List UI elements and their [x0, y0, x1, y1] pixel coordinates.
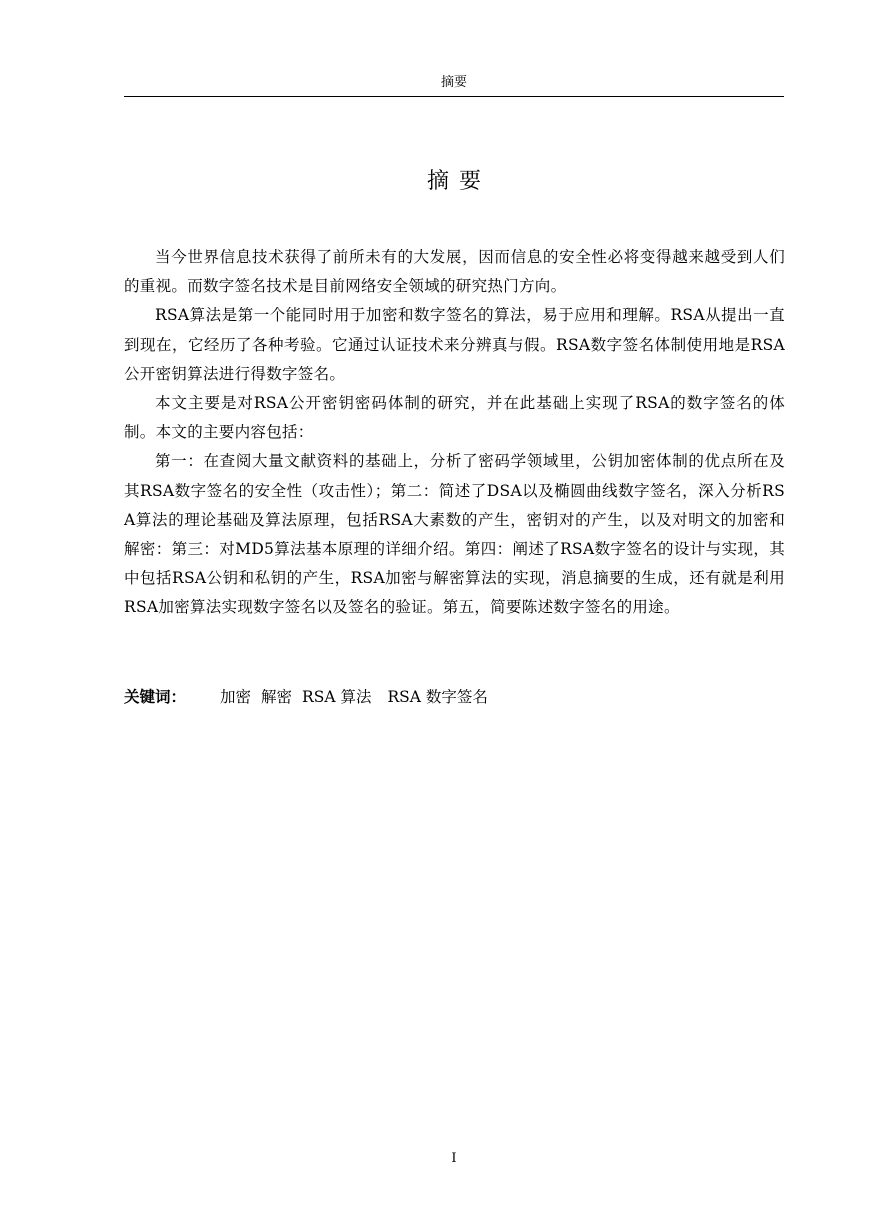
keywords-line	[124, 683, 498, 711]
running-header: 摘要	[440, 75, 467, 90]
paragraph-1: 当今世界信息技术获得了前所未有的大发展，因而信息的安全性必将变得越来越受到人们的重视。而数字签名技术是目前网络安全领域的研究热门方向。	[124, 248, 785, 296]
keyword-item: RSA 算法	[302, 688, 372, 706]
keyword-item: RSA 数字签名	[387, 688, 488, 706]
page-title: 摘要	[426, 169, 491, 194]
keyword-item: 解密	[261, 688, 293, 706]
header-rule	[124, 96, 784, 97]
paragraph-2: RSA算法是第一个能同时用于加密和数字签名的算法，易于应用和理解。RSA从提出一直到现在，它经历了各种考验。它通过认证技术来分辨真与假。RSA数字签名体制使用地是RSA公开密钥算法进行得数字签名。	[124, 306, 785, 383]
page-number: I	[451, 1151, 457, 1166]
keywords-label: 关键词：	[124, 688, 187, 706]
paragraph-4: 第一：在查阅大量文献资料的基础上，分析了密码学领域里，公钥加密体制的优点所在及其RSA数字签名的安全性（攻击性）；第二：简述了DSA以及椭圆曲线数字签名，深入分析RSA算法的理论基础及算法原理，包括RSA大素数的产生，密钥对的产生，以及对明文的加密和解密：第三：对MD5算法基本原理的详细介绍。第四：阐述了RSA数字签名的设计与实现，其中包括RSA公钥和私钥的产生，RSA加密与解密算法的实现，消息摘要的生成，还有就是利用RSA加密算法实现数字签名以及签名的验证。第五，简要陈述数字签名的用途。	[124, 452, 785, 617]
abstract-body	[124, 243, 785, 623]
paragraph-3: 本文主要是对RSA公开密钥密码体制的研究，并在此基础上实现了RSA的数字签名的体制。本文的主要内容包括：	[124, 394, 785, 442]
keyword-item: 加密	[220, 688, 252, 706]
